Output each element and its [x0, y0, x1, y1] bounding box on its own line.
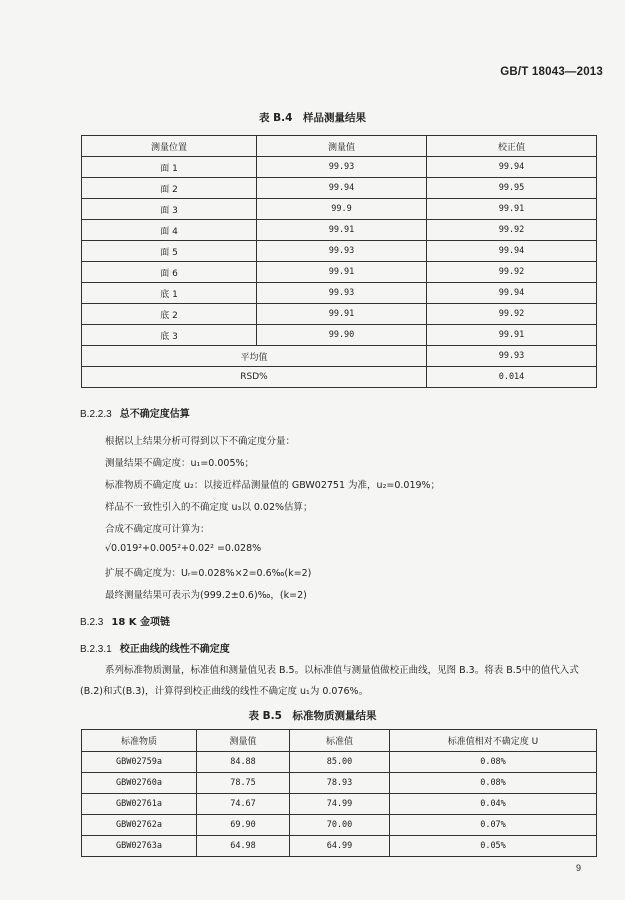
section-heading-b23: [80, 613, 170, 628]
table-cell: 74.67: [197, 794, 290, 815]
table-row: [82, 304, 597, 325]
table-cell: 69.90: [197, 815, 290, 836]
table-cell: 85.00: [290, 752, 390, 773]
table-row: [82, 752, 597, 773]
table-cell: 99.91: [427, 199, 597, 220]
uncertainty-line: 根据以上结果分析可得到以下不确定度分量：: [105, 436, 296, 447]
table-cell: GBW02759a: [82, 752, 197, 773]
table-cell: 99.92: [427, 220, 597, 241]
table-cell: 78.93: [290, 773, 390, 794]
table-b5: [81, 729, 597, 857]
table-cell: 99.91: [257, 304, 427, 325]
uncertainty-line: 样品不一致性引入的不确定度 u₃以 0.02%估算；: [105, 502, 313, 513]
table-cell: 底 3: [82, 325, 257, 346]
uncertainty-line: 测量结果不确定度：u₁=0.005%；: [105, 458, 255, 469]
section-heading-b223: [80, 405, 190, 420]
table-b4-title: 表 B.4 样品测量结果: [259, 112, 366, 124]
table-b5-title: 表 B.5 标准物质测量结果: [248, 710, 377, 722]
table-cell: 99.94: [427, 241, 597, 262]
table-cell: 84.88: [197, 752, 290, 773]
mean-value: 99.93: [427, 346, 597, 367]
table-cell: 0.04%: [390, 794, 597, 815]
table-cell: 面 3: [82, 199, 257, 220]
standard-code: GB/T 18043—2013: [500, 66, 603, 78]
section-number: B.2.3: [80, 617, 104, 628]
section-number: B.2.3.1: [80, 644, 112, 655]
table-cell: 0.08%: [390, 752, 597, 773]
section-title: 18 K 金项链: [111, 617, 170, 628]
section-number: B.2.2.3: [80, 409, 112, 420]
uncertainty-line: 扩展不确定度为：Uᵣ=0.028%×2=0.6‰(k=2): [105, 568, 312, 579]
uncertainty-line: 合成不确定度可计算为：: [105, 524, 210, 535]
table-row: [82, 794, 597, 815]
table-cell: 0.08%: [390, 773, 597, 794]
section-heading-b231: [80, 640, 230, 655]
table-cell: 99.94: [427, 157, 597, 178]
table-cell: 99.91: [427, 325, 597, 346]
rsd-label: RSD%: [82, 367, 427, 388]
table-cell: 面 2: [82, 178, 257, 199]
table-row: [82, 178, 597, 199]
table-cell: 0.05%: [390, 836, 597, 857]
table-cell: 底 2: [82, 304, 257, 325]
table-row-rsd: [82, 367, 597, 388]
table-cell: 99.92: [427, 262, 597, 283]
table-cell: 64.98: [197, 836, 290, 857]
uncertainty-formula: √0.019²+0.005²+0.02² =0.028%: [105, 543, 262, 554]
table-cell: 99.94: [427, 283, 597, 304]
section-title: 校正曲线的线性不确定度: [119, 644, 230, 655]
table-cell: 99.91: [257, 220, 427, 241]
table-cell: 78.75: [197, 773, 290, 794]
column-header-standard: 标准值: [290, 730, 390, 752]
column-header-relative-uncertainty: 标准值相对不确定度 U: [390, 730, 597, 752]
section-title: 总不确定度估算: [119, 409, 190, 420]
table-cell: 99.91: [257, 262, 427, 283]
table-row-mean: [82, 346, 597, 367]
table-cell: 74.99: [290, 794, 390, 815]
table-cell: GBW02761a: [82, 794, 197, 815]
table-row: [82, 241, 597, 262]
uncertainty-line: 标准物质不确定度 u₂：以接近样品测量值的 GBW02751 为准，u₂=0.019%；: [105, 480, 441, 491]
table-cell: 99.94: [257, 178, 427, 199]
table-cell: 70.00: [290, 815, 390, 836]
table-cell: 99.92: [427, 304, 597, 325]
table-cell: 底 1: [82, 283, 257, 304]
page-number: 9: [575, 863, 581, 873]
table-row: [82, 220, 597, 241]
table-row: [82, 836, 597, 857]
table-cell: 99.93: [257, 241, 427, 262]
table-cell: 99.90: [257, 325, 427, 346]
table-cell: 面 4: [82, 220, 257, 241]
mean-label: 平均值: [82, 346, 427, 367]
table-row: [82, 262, 597, 283]
table-row: [82, 815, 597, 836]
table-row: [82, 773, 597, 794]
column-header-reference-material: 标准物质: [82, 730, 197, 752]
column-header-corrected: 校正值: [427, 136, 597, 157]
table-cell: GBW02760a: [82, 773, 197, 794]
table-cell: 面 6: [82, 262, 257, 283]
table-row: [82, 283, 597, 304]
table-cell: 面 5: [82, 241, 257, 262]
uncertainty-line: 最终测量结果可表示为(999.2±0.6)‰，(k=2): [105, 590, 307, 601]
table-cell: 0.07%: [390, 815, 597, 836]
section-paragraph: 系列标准物质测量，标准值和测量值见表 B.5。以标准值与测量值做校正曲线，见图 B.3。将表 B.5中的值代入式(B.2)和式(B.3)，计算得到校正曲线的线性不确定度 u₁为 0.076%。: [80, 665, 579, 697]
table-row: [82, 325, 597, 346]
table-cell: 99.93: [257, 157, 427, 178]
table-cell: 99.9: [257, 199, 427, 220]
column-header-position: 测量位置: [82, 136, 257, 157]
table-b4: [81, 135, 597, 388]
table-cell: GBW02763a: [82, 836, 197, 857]
table-cell: 99.95: [427, 178, 597, 199]
table-cell: 面 1: [82, 157, 257, 178]
table-cell: 99.93: [257, 283, 427, 304]
column-header-measured: 测量值: [257, 136, 427, 157]
rsd-value: 0.014: [427, 367, 597, 388]
table-row: [82, 199, 597, 220]
table-cell: GBW02762a: [82, 815, 197, 836]
table-cell: 64.99: [290, 836, 390, 857]
column-header-measured: 测量值: [197, 730, 290, 752]
table-row: [82, 157, 597, 178]
